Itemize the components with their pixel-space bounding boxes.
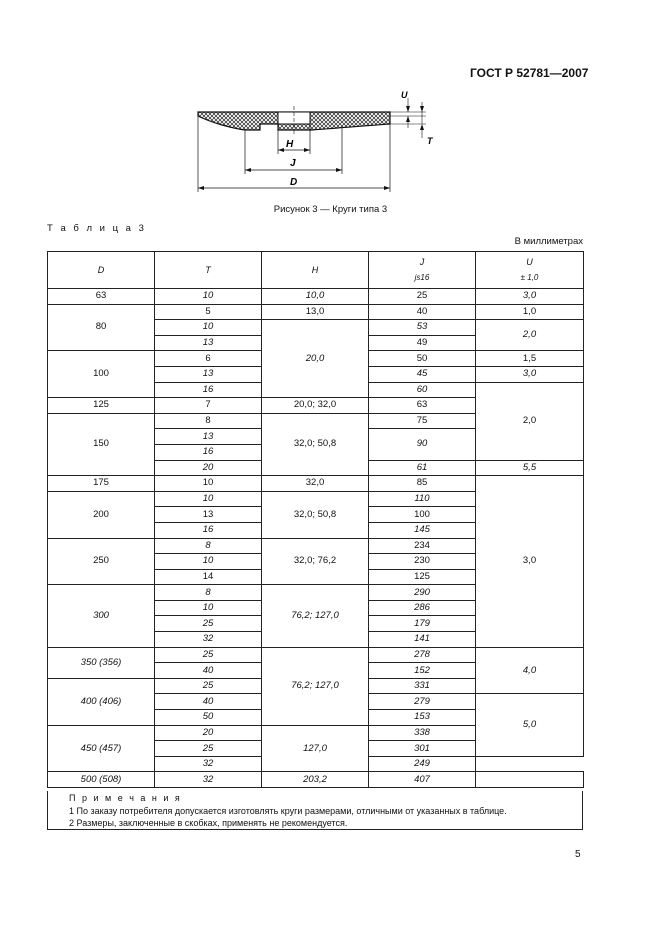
table-cell: 63 — [369, 398, 476, 414]
table-cell: 10 — [155, 320, 262, 336]
grinding-wheel-drawing — [190, 86, 450, 198]
table-cell: 85 — [369, 476, 476, 492]
table-row — [48, 304, 584, 320]
table-cell: 25 — [155, 616, 262, 632]
label-U: U — [401, 90, 408, 100]
table-cell: 110 — [369, 491, 476, 507]
table-cell: 10 — [155, 554, 262, 570]
table-cell: 13,0 — [262, 304, 369, 320]
table-cell: 40 — [155, 694, 262, 710]
table-cell: 331 — [369, 678, 476, 694]
table-cell: 16 — [155, 382, 262, 398]
header-D: D — [48, 252, 155, 289]
table-cell: 300 — [48, 585, 155, 647]
table-cell: 25 — [155, 647, 262, 663]
table-cell: 4,0 — [476, 647, 584, 694]
table-cell: 40 — [369, 304, 476, 320]
table-cell: 90 — [369, 429, 476, 460]
table-row — [48, 289, 584, 305]
table-cell: 150 — [48, 413, 155, 475]
table-cell: 278 — [369, 647, 476, 663]
standard-number: ГОСТ Р 52781—2007 — [470, 66, 589, 80]
table-row — [48, 476, 584, 492]
table-cell: 63 — [48, 289, 155, 305]
table-cell: 153 — [369, 710, 476, 726]
table-cell: 20,0; 32,0 — [262, 398, 369, 414]
table-cell: 250 — [48, 538, 155, 585]
table-cell: 53 — [369, 320, 476, 336]
table-cell: 290 — [369, 585, 476, 601]
label-J: J — [290, 158, 296, 169]
table-cell: 13 — [155, 335, 262, 351]
table-cell: 49 — [369, 335, 476, 351]
page-number: 5 — [575, 849, 581, 860]
table-cell: 45 — [369, 366, 476, 382]
header-T: T — [155, 252, 262, 289]
table-cell: 5,5 — [476, 460, 584, 476]
note-item: 2 Размеры, заключенные в скобках, применять не рекомендуется. — [69, 818, 348, 828]
table-cell: 350 (356) — [48, 647, 155, 678]
table-cell: 10,0 — [262, 289, 369, 305]
table-cell: 10 — [155, 289, 262, 305]
table-cell: 32 — [155, 756, 262, 772]
table-notes — [47, 791, 583, 830]
table-cell: 2,0 — [476, 320, 584, 351]
note-item: 1 По заказу потребителя допускается изготовлять круги размерами, отличными от указанных в таблице. — [69, 805, 507, 816]
table-cell: 125 — [48, 398, 155, 414]
table-cell: 500 (508) — [48, 772, 155, 788]
table-cell: 60 — [369, 382, 476, 398]
table-cell: 25 — [369, 289, 476, 305]
header-H: H — [262, 252, 369, 289]
table-cell: 20 — [155, 460, 262, 476]
table-cell: 338 — [369, 725, 476, 741]
units-note: В миллиметрах — [514, 236, 583, 247]
table-cell: 279 — [369, 694, 476, 710]
table-cell: 20,0 — [262, 320, 369, 398]
table-cell: 32 — [155, 772, 262, 788]
table-cell: 230 — [369, 554, 476, 570]
table-cell: 32 — [155, 632, 262, 648]
table-cell: 200 — [48, 491, 155, 538]
table-cell: 100 — [48, 351, 155, 398]
table-cell: 152 — [369, 663, 476, 679]
table-cell: 301 — [369, 741, 476, 757]
table-cell: 2,0 — [476, 382, 584, 460]
table-cell: 10 — [155, 476, 262, 492]
table-cell: 8 — [155, 585, 262, 601]
table-cell: 80 — [48, 304, 155, 351]
table-cell: 100 — [369, 507, 476, 523]
table-cell: 10 — [155, 491, 262, 507]
table-row — [48, 647, 584, 663]
table-cell: 3,0 — [476, 289, 584, 305]
table-cell: 16 — [155, 522, 262, 538]
figure-caption: Рисунок 3 — Круги типа 3 — [273, 204, 388, 215]
table-cell: 25 — [155, 741, 262, 757]
table-cell — [476, 772, 584, 788]
table-cell: 1,0 — [476, 304, 584, 320]
label-D: D — [290, 177, 298, 188]
table-cell: 61 — [369, 460, 476, 476]
table-cell: 127,0 — [262, 725, 369, 772]
table-cell: 32,0 — [262, 476, 369, 492]
table-cell: 8 — [155, 538, 262, 554]
table-cell: 6 — [155, 351, 262, 367]
table-cell: 234 — [369, 538, 476, 554]
label-H: H — [286, 139, 294, 150]
table-cell: 7 — [155, 398, 262, 414]
table-cell: 5,0 — [476, 694, 584, 756]
dimensions-table — [47, 251, 584, 788]
table-cell: 14 — [155, 569, 262, 585]
table-cell: 32,0; 50,8 — [262, 413, 369, 475]
table-cell: 5 — [155, 304, 262, 320]
table-cell: 13 — [155, 366, 262, 382]
table-cell: 76,2; 127,0 — [262, 647, 369, 725]
table-cell: 75 — [369, 413, 476, 429]
table-cell: 3,0 — [476, 366, 584, 382]
header-row — [48, 252, 584, 289]
table-cell: 141 — [369, 632, 476, 648]
table-cell: 125 — [369, 569, 476, 585]
header-J: J js16 — [369, 252, 476, 289]
table-cell: 249 — [369, 756, 476, 772]
table-cell: 13 — [155, 429, 262, 445]
table-cell: 50 — [155, 710, 262, 726]
table-cell: 16 — [155, 444, 262, 460]
table-cell: 175 — [48, 476, 155, 492]
table-cell: 8 — [155, 413, 262, 429]
table-cell: 10 — [155, 600, 262, 616]
table-cell: 203,2 — [262, 772, 369, 788]
table-cell: 20 — [155, 725, 262, 741]
header-U: U ± 1,0 — [476, 252, 584, 289]
table-cell: 407 — [369, 772, 476, 788]
table-cell: 450 (457) — [48, 725, 155, 772]
table-cell: 1,5 — [476, 351, 584, 367]
table-cell: 50 — [369, 351, 476, 367]
table-cell: 3,0 — [476, 476, 584, 648]
table-cell: 32,0; 76,2 — [262, 538, 369, 585]
table-cell: 25 — [155, 678, 262, 694]
table-cell: 286 — [369, 600, 476, 616]
table-label: Т а б л и ц а 3 — [47, 223, 147, 234]
table-cell: 179 — [369, 616, 476, 632]
table-cell: 145 — [369, 522, 476, 538]
table-cell: 40 — [155, 663, 262, 679]
label-T: T — [427, 136, 433, 146]
table-cell: 76,2; 127,0 — [262, 585, 369, 647]
table-cell: 400 (406) — [48, 678, 155, 725]
notes-heading: П р и м е ч а н и я — [69, 793, 182, 803]
table-row — [48, 772, 584, 788]
table-cell: 32,0; 50,8 — [262, 491, 369, 538]
table-cell: 13 — [155, 507, 262, 523]
